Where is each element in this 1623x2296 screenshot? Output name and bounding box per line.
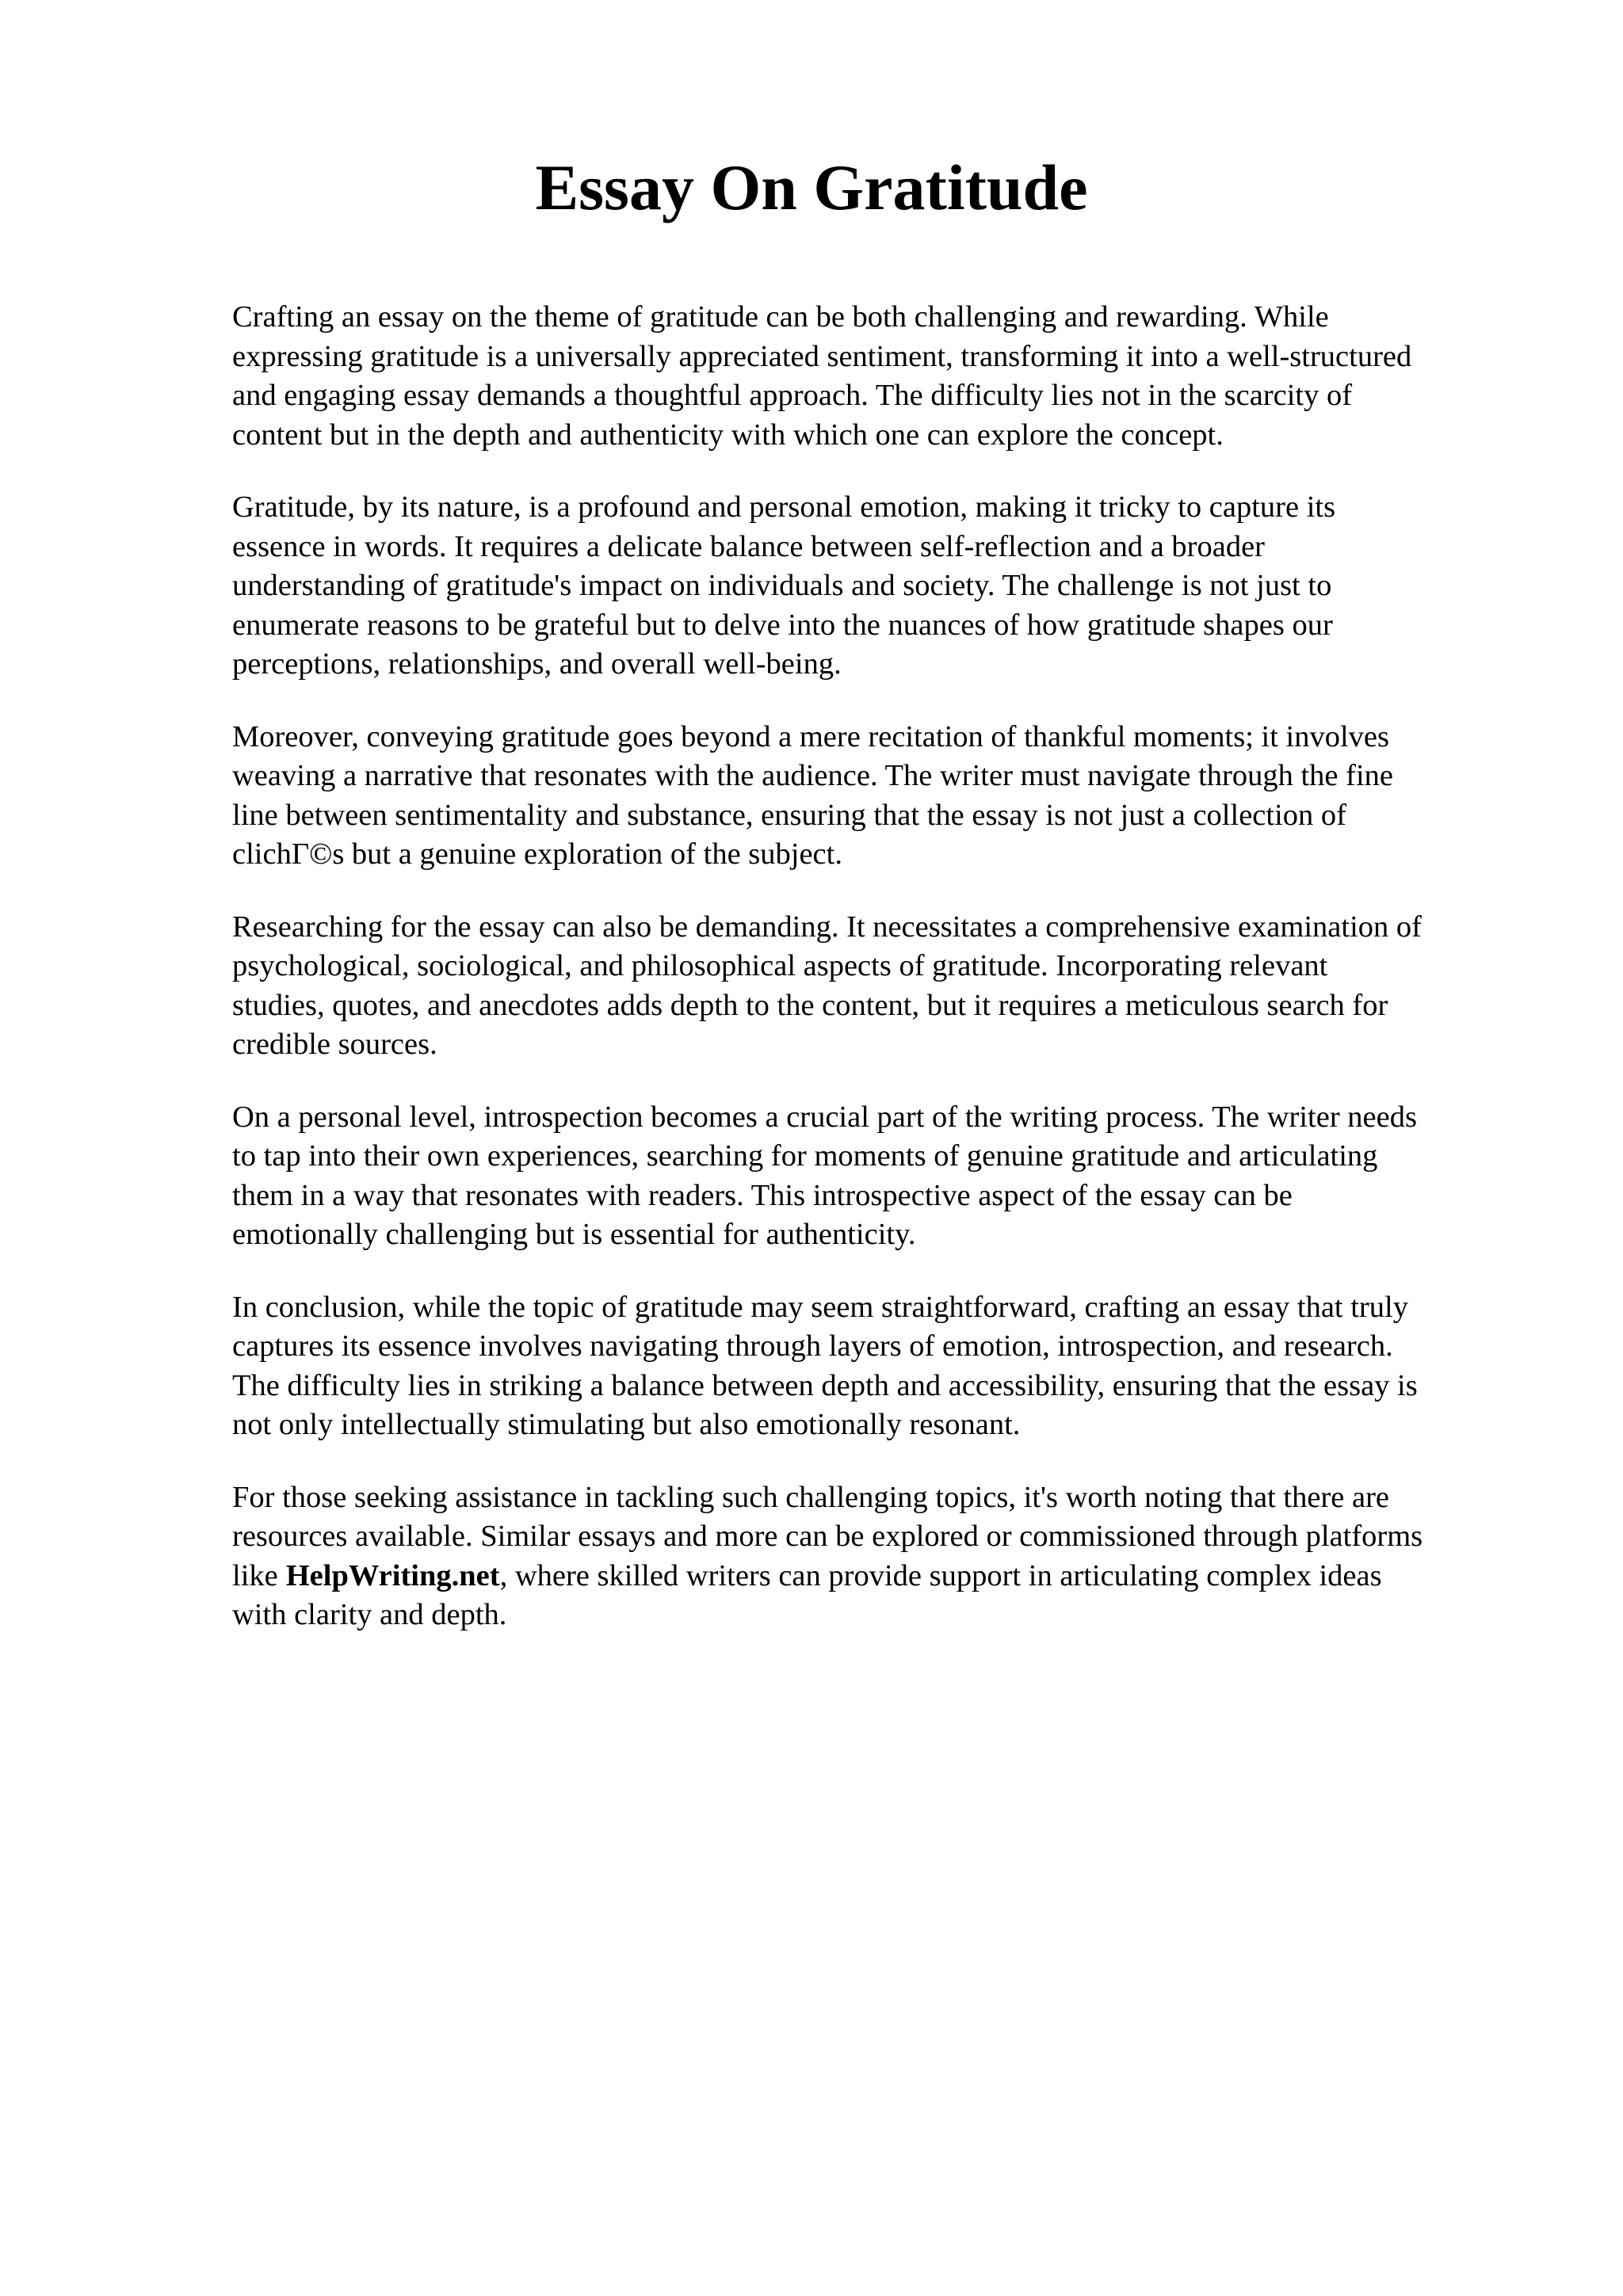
paragraph-line: essence in words. It requires a delicate balance between self-reflection and a broader bbox=[232, 529, 1266, 563]
paragraph-line: weaving a narrative that resonates with the audience. The writer must navigate through the fine bbox=[232, 759, 1393, 792]
paragraph-line: Crafting an essay on the theme of gratitude can be both challenging and rewarding. While bbox=[232, 300, 1329, 334]
essay-title: Essay On Gratitude bbox=[535, 151, 1088, 223]
paragraph-line: Researching for the essay can also be demanding. It necessitates a comprehensive examination of bbox=[232, 910, 1422, 944]
line-suffix: , where skilled writers can provide support in articulating complex ideas bbox=[499, 1558, 1382, 1592]
paragraph-line: In conclusion, while the topic of gratitude may seem straightforward, crafting an essay that truly bbox=[232, 1290, 1408, 1324]
helpwriting-brand: HelpWriting.net bbox=[285, 1558, 500, 1592]
essay-body bbox=[232, 298, 1532, 1669]
paragraph-1 bbox=[232, 298, 1532, 455]
paragraph-line: Moreover, conveying gratitude goes beyond a mere recitation of thankful moments; it involves bbox=[232, 719, 1389, 753]
paragraph-6 bbox=[232, 1288, 1532, 1445]
paragraph-2 bbox=[232, 488, 1532, 685]
paragraph-line-with-link bbox=[232, 1557, 1532, 1596]
paragraph-line: enumerate reasons to be grateful but to delve into the nuances of how gratitude shapes our bbox=[232, 608, 1333, 642]
paragraph-5 bbox=[232, 1098, 1532, 1255]
paragraph-line: On a personal level, introspection becomes a crucial part of the writing process. The writer needs bbox=[232, 1100, 1417, 1134]
paragraph-line: content but in the depth and authenticity with which one can explore the concept. bbox=[232, 418, 1224, 452]
paragraph-line: perceptions, relationships, and overall well-being. bbox=[232, 647, 842, 681]
paragraph-line: resources available. Similar essays and more can be explored or commissioned through platforms bbox=[232, 1520, 1423, 1553]
paragraph-line: expressing gratitude is a universally appreciated sentiment, transforming it into a well-structured bbox=[232, 339, 1412, 373]
paragraph-line: not only intellectually stimulating but also emotionally resonant. bbox=[232, 1408, 1021, 1441]
paragraph-4 bbox=[232, 908, 1532, 1065]
paragraph-line: to tap into their own experiences, searching for moments of genuine gratitude and articulating bbox=[232, 1139, 1378, 1173]
paragraph-line: psychological, sociological, and philosophical aspects of gratitude. Incorporating relevant bbox=[232, 949, 1328, 982]
paragraph-line: understanding of gratitude's impact on individuals and society. The challenge is not just to bbox=[232, 569, 1332, 602]
paragraph-line: For those seeking assistance in tackling such challenging topics, it's worth noting that there are bbox=[232, 1480, 1389, 1514]
paragraph-line: captures its essence involves navigating through layers of emotion, introspection, and research. bbox=[232, 1329, 1393, 1363]
paragraph-line: line between sentimentality and substance, ensuring that the essay is not just a collection of bbox=[232, 798, 1346, 832]
paragraph-3 bbox=[232, 718, 1532, 875]
paragraph-line: studies, quotes, and anecdotes adds depth to the content, but it requires a meticulous search for bbox=[232, 988, 1388, 1022]
line-prefix: like bbox=[232, 1558, 278, 1592]
paragraph-line: with clarity and depth. bbox=[232, 1598, 507, 1631]
paragraph-line: credible sources. bbox=[232, 1028, 437, 1061]
paragraph-line: them in a way that resonates with readers. This introspective aspect of the essay can be bbox=[232, 1178, 1293, 1212]
paragraph-line: clichГ©s but a genuine exploration of the subject. bbox=[232, 837, 842, 871]
paragraph-7 bbox=[232, 1478, 1532, 1635]
paragraph-line: The difficulty lies in striking a balance between depth and accessibility, ensuring that the essay is bbox=[232, 1368, 1418, 1402]
paragraph-line: Gratitude, by its nature, is a profound and personal emotion, making it tricky to capture its bbox=[232, 490, 1336, 524]
paragraph-line: emotionally challenging but is essential for authenticity. bbox=[232, 1218, 916, 1251]
paragraph-line: and engaging essay demands a thoughtful approach. The difficulty lies not in the scarcity of bbox=[232, 379, 1353, 412]
